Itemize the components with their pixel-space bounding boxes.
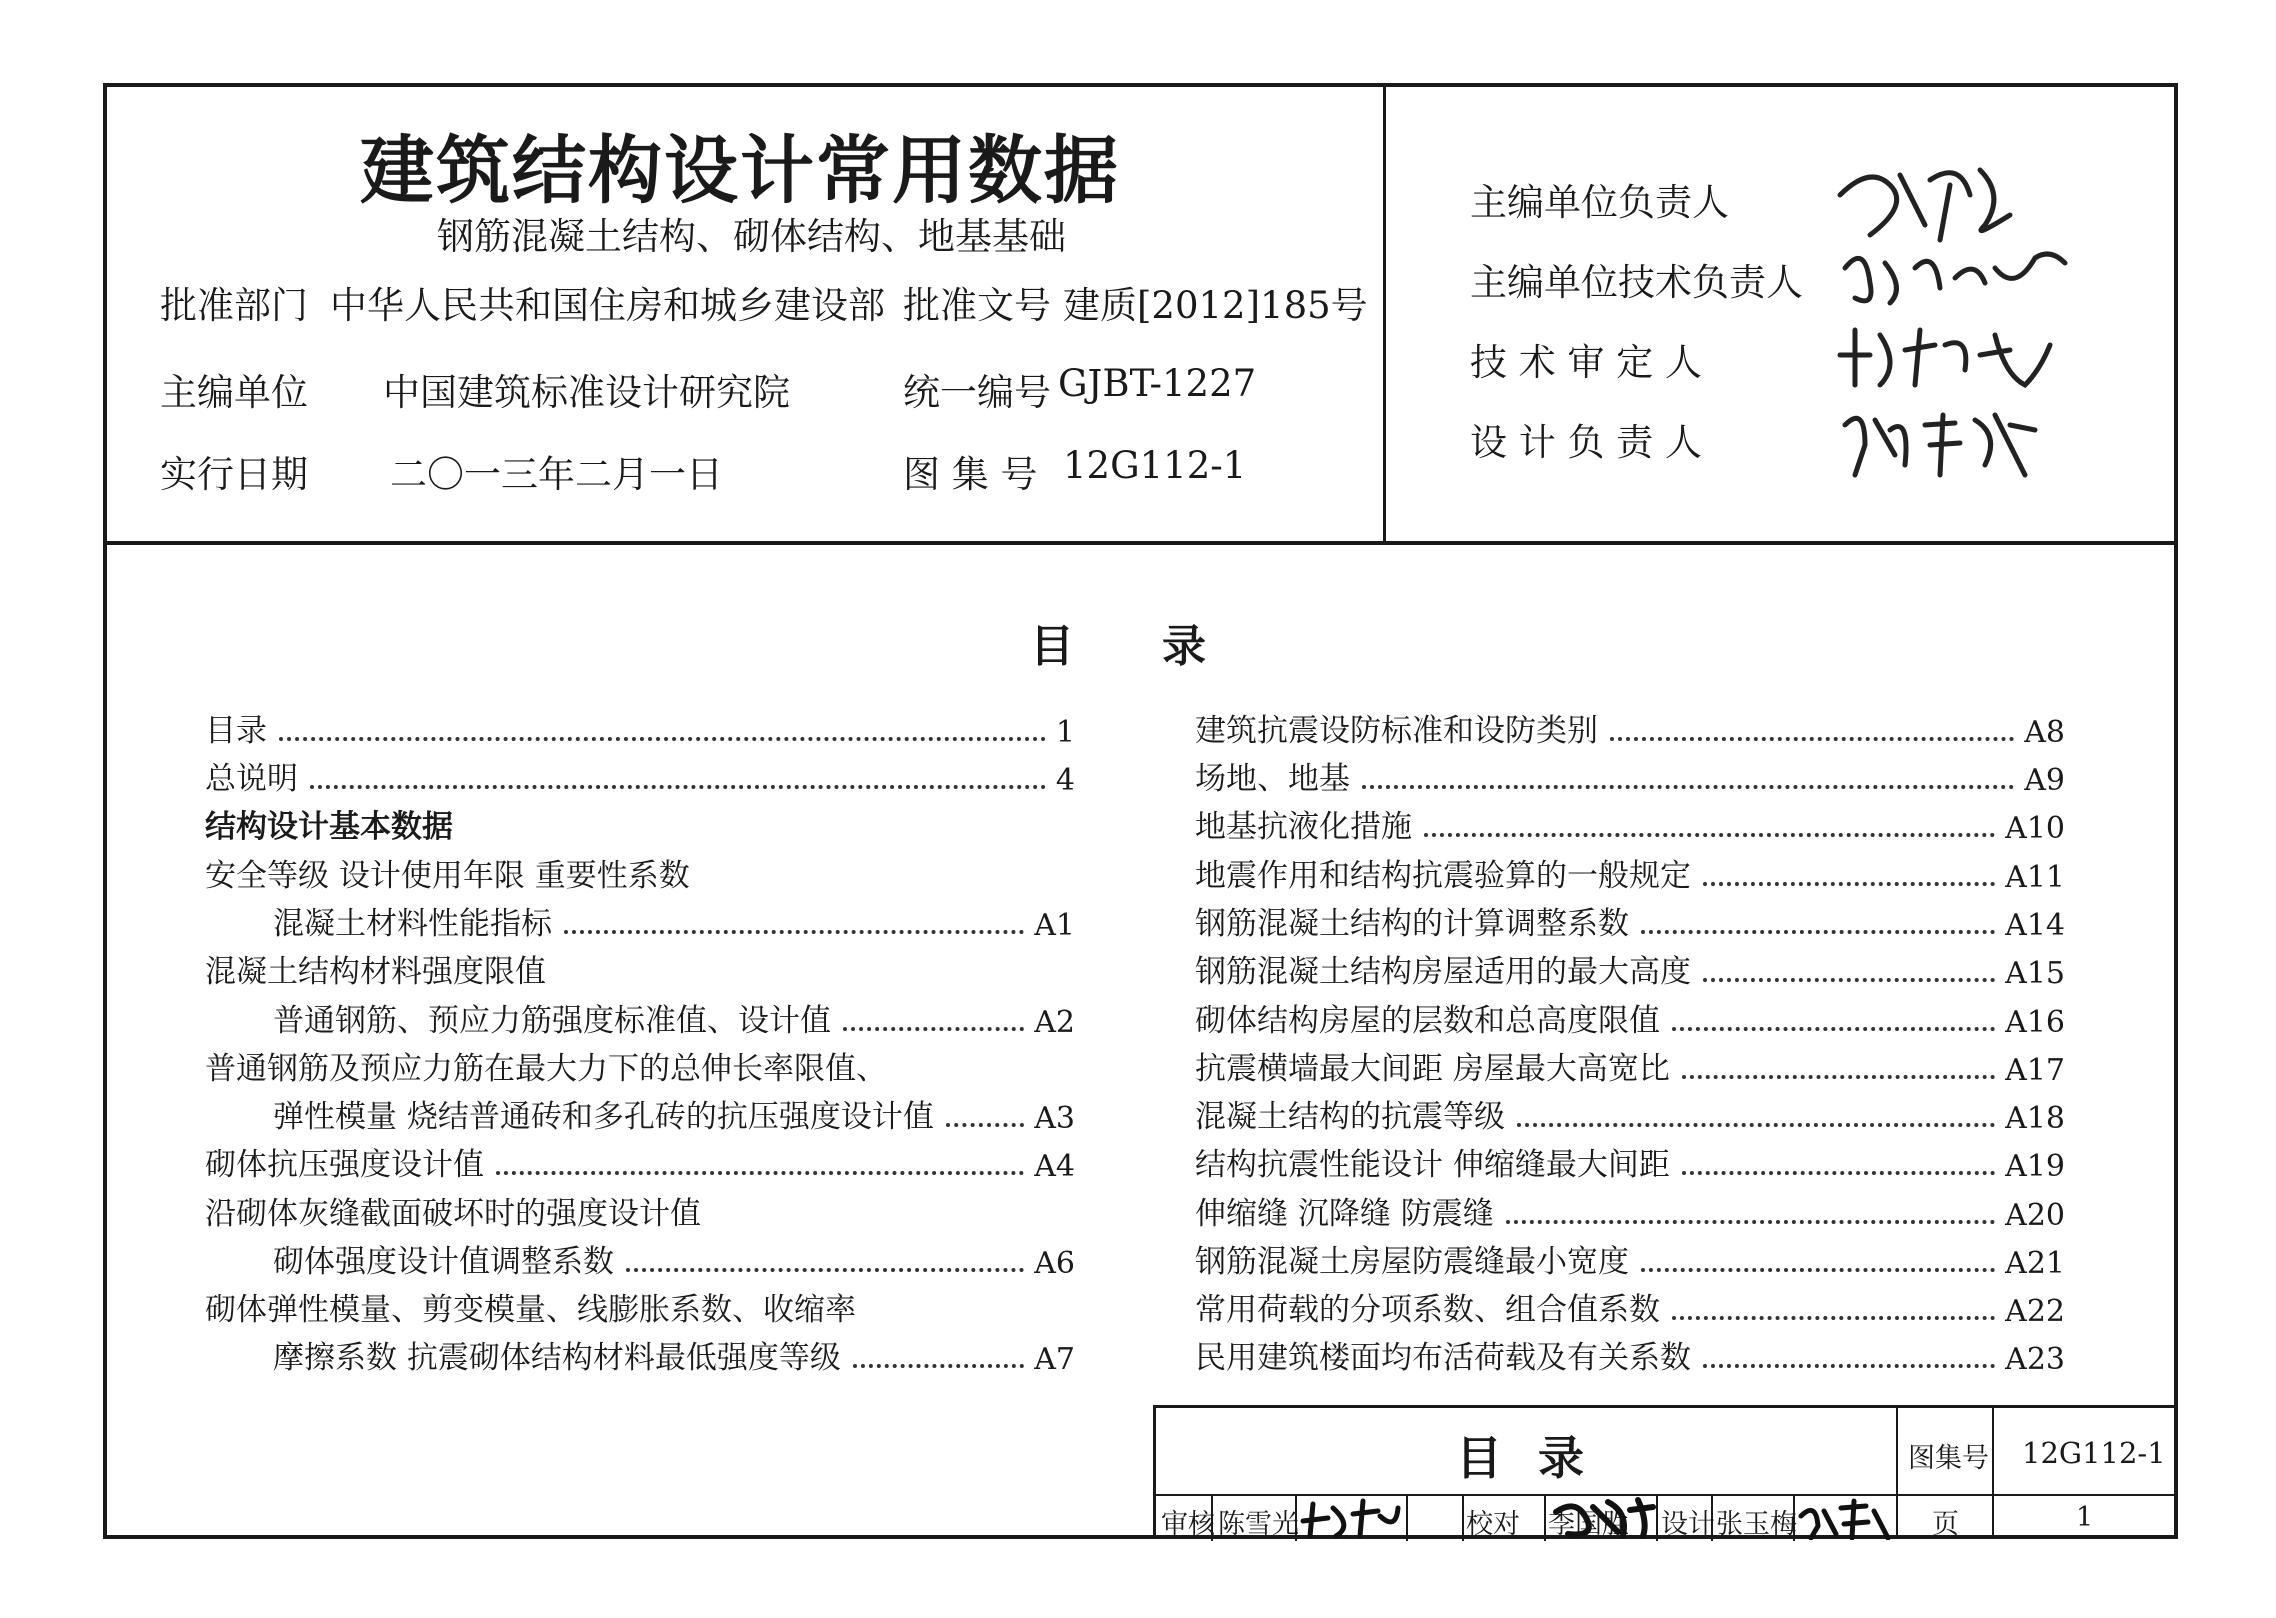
design-label: 设计 xyxy=(1661,1509,1715,1540)
atlas-no-value: 12G112-1 xyxy=(1063,444,1247,487)
toc-entry[interactable]: 地震作用和结构抗震验算的一般规定 A11 xyxy=(1195,858,2065,895)
editor-unit-label: 主编单位 xyxy=(160,371,308,414)
resp-label-design-chief: 设 计 负 责 人 xyxy=(1470,421,1703,464)
atlas-label: 图集号 xyxy=(1908,1443,1989,1474)
toc-entry[interactable]: 建筑抗震设防标准和设防类别 A8 xyxy=(1195,713,2065,750)
toc-entry[interactable]: 弹性模量 烧结普通砖和多孔砖的抗压强度设计值 A3 xyxy=(273,1099,1075,1136)
toc-entry[interactable]: 常用荷载的分项系数、组合值系数 A22 xyxy=(1195,1292,2065,1329)
toc-entry[interactable]: 摩擦系数 抗震砌体结构材料最低强度等级 A7 xyxy=(273,1340,1075,1377)
toc-entry[interactable]: 场地、地基 A9 xyxy=(1195,761,2065,798)
toc-entry[interactable]: 沿砌体灰缝截面破坏时的强度设计值 xyxy=(205,1196,701,1232)
toc-section-heading: 结构设计基本数据 xyxy=(205,809,453,845)
approval-dept-label: 批准部门 xyxy=(160,284,308,327)
editor-unit-value: 中国建筑标准设计研究院 xyxy=(383,371,790,414)
toc-entry[interactable]: 目录 1 xyxy=(205,713,1075,750)
unified-no-label: 统一编号 xyxy=(903,371,1051,414)
signature-chief-unit xyxy=(1830,155,2030,245)
toc-entry[interactable]: 钢筋混凝土结构房屋适用的最大高度 A15 xyxy=(1195,954,2065,991)
toc-entry[interactable]: 砌体强度设计值调整系数 A6 xyxy=(273,1244,1075,1281)
toc-entry[interactable]: 伸缩缝 沉降缝 防震缝 A20 xyxy=(1195,1196,2065,1233)
toc-entry[interactable]: 钢筋混凝土结构的计算调整系数 A14 xyxy=(1195,906,2065,943)
review-signature xyxy=(1298,1496,1403,1540)
signature-design-chief xyxy=(1835,395,2045,485)
signature-tech-chief xyxy=(1835,238,2075,318)
document-subtitle: 钢筋混凝土结构、砌体结构、地基基础 xyxy=(437,215,1066,258)
toc-entry[interactable]: 普通钢筋及预应力筋在最大力下的总伸长率限值、 xyxy=(205,1051,887,1087)
toc-entry[interactable]: 抗震横墙最大间距 房屋最大高宽比 A17 xyxy=(1195,1051,2065,1088)
toc-entry[interactable]: 混凝土材料性能指标 A1 xyxy=(273,906,1075,943)
document-title: 建筑结构设计常用数据 xyxy=(360,128,1120,214)
check-signature xyxy=(1548,1492,1660,1540)
toc-title: 目 录 xyxy=(1030,621,1206,672)
page-value: 1 xyxy=(2076,1502,2094,1533)
toc-entry[interactable]: 混凝土结构材料强度限值 xyxy=(205,954,546,990)
toc-entry[interactable]: 砌体抗压强度设计值 A4 xyxy=(205,1147,1075,1184)
toc-entry[interactable]: 民用建筑楼面均布活荷载及有关系数 A23 xyxy=(1195,1340,2065,1377)
sheet-title: 目录 xyxy=(1456,1431,1620,1485)
toc-entry[interactable]: 结构抗震性能设计 伸缩缝最大间距 A19 xyxy=(1195,1147,2065,1184)
review-label: 审核 xyxy=(1161,1509,1215,1540)
header-divider-horizontal xyxy=(103,541,2178,545)
review-name: 陈雪光 xyxy=(1218,1509,1299,1540)
effective-date-label: 实行日期 xyxy=(160,453,308,496)
atlas-no-label: 图 集 号 xyxy=(903,453,1038,496)
resp-label-chief-unit: 主编单位负责人 xyxy=(1470,181,1729,224)
unified-no-value: GJBT-1227 xyxy=(1058,362,1257,405)
effective-date-value: 二〇一三年二月一日 xyxy=(390,453,723,496)
toc-entry[interactable]: 普通钢筋、预应力筋强度标准值、设计值 A2 xyxy=(273,1003,1075,1040)
toc-entry[interactable]: 钢筋混凝土房屋防震缝最小宽度 A21 xyxy=(1195,1244,2065,1281)
toc-entry[interactable]: 地基抗液化措施 A10 xyxy=(1195,809,2065,846)
toc-entry[interactable]: 安全等级 设计使用年限 重要性系数 xyxy=(205,858,690,894)
approval-doc-label: 批准文号 xyxy=(903,284,1051,327)
header-divider-vertical xyxy=(1383,83,1386,543)
check-name: 李国胜 xyxy=(1548,1509,1629,1540)
toc-entry[interactable]: 总说明 4 xyxy=(205,761,1075,798)
approval-dept-value: 中华人民共和国住房和城乡建设部 xyxy=(330,284,885,327)
toc-entry[interactable]: 混凝土结构的抗震等级 A18 xyxy=(1195,1099,2065,1136)
title-block xyxy=(1153,1405,2176,1538)
design-name: 张玉梅 xyxy=(1716,1509,1797,1540)
resp-label-tech-reviewer: 技 术 审 定 人 xyxy=(1470,341,1703,384)
approval-doc-value: 建质[2012]185号 xyxy=(1063,284,1368,327)
check-label: 校对 xyxy=(1466,1509,1520,1540)
toc-entry[interactable]: 砌体弹性模量、剪变模量、线膨胀系数、收缩率 xyxy=(205,1292,856,1328)
atlas-value: 12G112-1 xyxy=(2022,1436,2166,1470)
toc-entry[interactable]: 砌体结构房屋的层数和总高度限值 A16 xyxy=(1195,1003,2065,1040)
page-label: 页 xyxy=(1932,1509,1959,1540)
signature-tech-reviewer xyxy=(1830,315,2060,395)
resp-label-tech-chief: 主编单位技术负责人 xyxy=(1470,261,1803,304)
design-signature xyxy=(1796,1496,1894,1540)
